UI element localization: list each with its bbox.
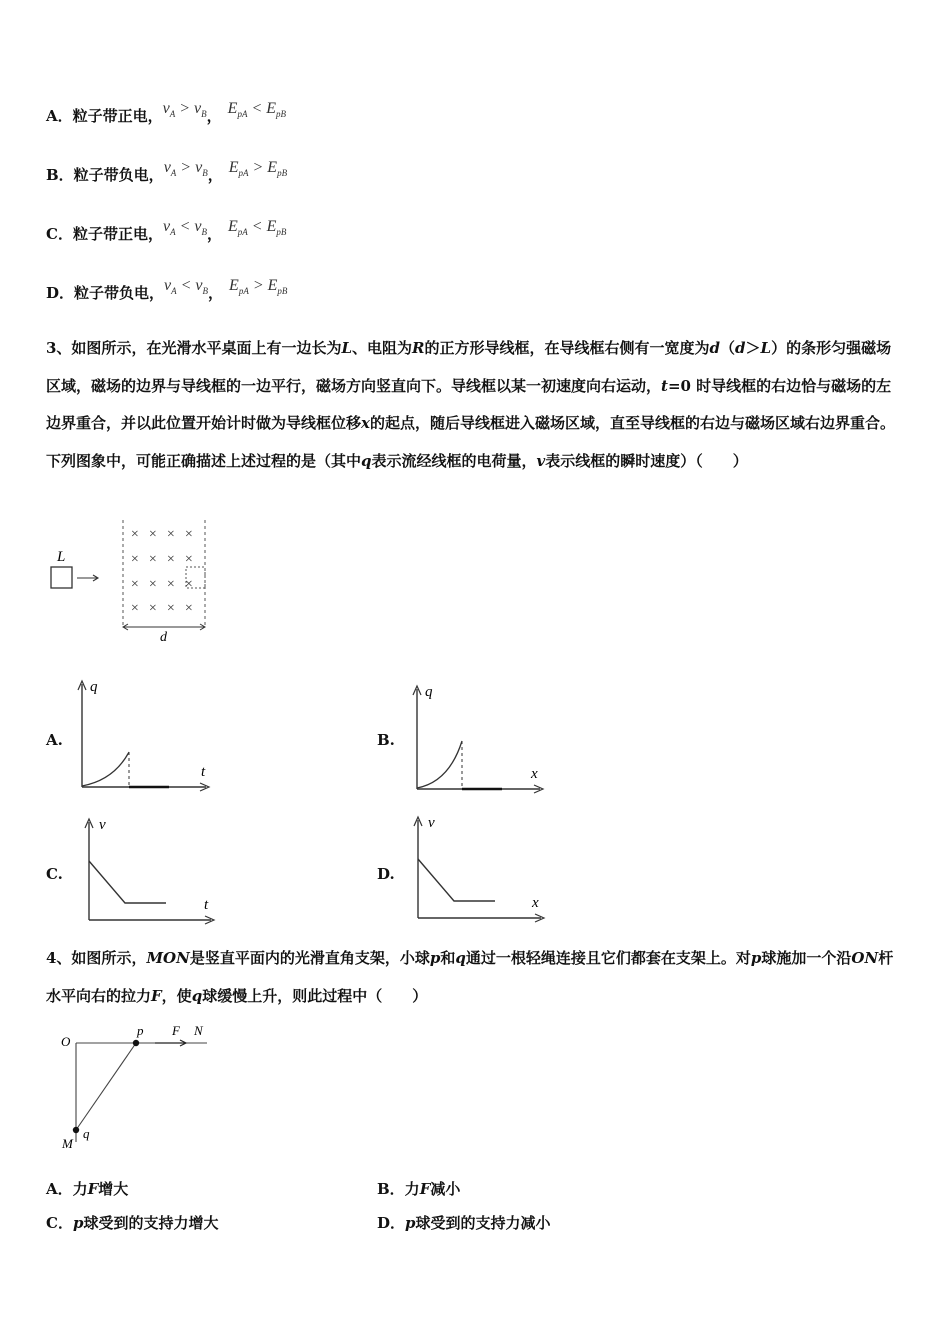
q2-option-b-energy: $E_{pA} > E_{pB}$: [228, 159, 288, 179]
field-cross: ×: [130, 527, 140, 542]
q4-label-o: O: [61, 1034, 71, 1049]
field-cross: ×: [166, 552, 176, 567]
field-cross: ×: [166, 601, 176, 616]
q2-option-a-sep: ，: [206, 107, 222, 125]
field-cross: ×: [148, 552, 158, 567]
q2-option-c[interactable]: [46, 218, 287, 245]
q3-option-b-label[interactable]: B.: [377, 731, 395, 749]
field-cross: ×: [166, 577, 176, 592]
q2-option-b[interactable]: [46, 159, 288, 186]
q3-graph-d-y-label: v: [428, 815, 435, 831]
q3-graph-b-y-label: q: [425, 684, 433, 700]
q3-graph-a-y-label: q: [90, 679, 98, 695]
q2-option-c-energy: $E_{pA} < E_{pB}$: [227, 218, 287, 238]
q4-ball-p: [133, 1040, 139, 1046]
q2-option-b-label: B．粒子带负电，: [46, 166, 164, 184]
q3-graph-a-x-label: t: [201, 764, 206, 780]
q2-option-a[interactable]: [46, 100, 287, 127]
q4-label-p: p: [137, 1023, 144, 1038]
q3-graph-b-x-label: x: [531, 766, 538, 782]
q4-ball-q: [73, 1127, 79, 1133]
field-cross: ×: [148, 577, 158, 592]
q2-option-d-sep: ，: [208, 284, 224, 302]
q3-graph-a[interactable]: [74, 672, 219, 794]
q2-option-d-velocity: $v_A < v_B$: [164, 277, 209, 297]
q3-graph-d-line: [418, 859, 495, 901]
q2-option-d[interactable]: [46, 277, 288, 304]
q4-option-a[interactable]: A．力F增大: [46, 1180, 129, 1198]
q2-option-b-velocity: $v_A > v_B$: [163, 159, 208, 179]
q4-bracket-figure: [55, 1020, 215, 1155]
q2-option-a-label: A．粒子带正电，: [46, 107, 163, 125]
field-cross: ×: [166, 527, 176, 542]
q3-graph-c-line: [89, 861, 166, 903]
field-cross: ×: [130, 601, 140, 616]
q2-option-c-sep: ，: [206, 225, 222, 243]
field-cross: ×: [184, 527, 194, 542]
q2-option-a-velocity: $v_A > v_B$: [162, 100, 207, 120]
q3-graph-b[interactable]: [406, 677, 551, 799]
q3-graph-a-curve: [82, 752, 129, 786]
q2-option-c-velocity: $v_A < v_B$: [162, 218, 207, 238]
q3-stem: 3、如图所示，在光滑水平桌面上有一边长为L、电阻为R的正方形导线框，在导线框右侧有一宽度为d（d＞L）的条形匀强磁场区域，磁场的边界与导线框的一边平行，磁场方向竖直向下。导线框以某一初速度向右运动，t=0 时导线框的右边恰与磁场的左边界重合，并以此位置开始计时做为导线框位移x的起点，随后导线框进入磁场区域，直至导线框的右边与磁场区域右边界重合。下列图象中，可能正确描述上述过程的是（其中q表示流经线框的电荷量，v表示线框的瞬时速度）（ ）: [46, 339, 895, 470]
q3-graph-d-x-label: x: [532, 895, 539, 911]
field-cross: ×: [184, 552, 194, 567]
field-cross: ×: [148, 527, 158, 542]
field-cross: ×: [184, 577, 194, 592]
q4-option-c[interactable]: C．p球受到的支持力增大: [46, 1214, 219, 1232]
q3-field-crosses: [130, 527, 193, 616]
q3-wire-loop: [51, 567, 72, 588]
q3-option-d-label[interactable]: D.: [377, 865, 395, 883]
q4-label-f: F: [172, 1023, 180, 1038]
field-cross: ×: [130, 577, 140, 592]
q3-square-label: L: [57, 549, 66, 565]
field-cross: ×: [148, 601, 158, 616]
q3-graph-d[interactable]: [408, 810, 553, 928]
q2-option-a-energy: $E_{pA} < E_{pB}$: [227, 100, 287, 120]
q2-option-d-label: D．粒子带负电，: [46, 284, 165, 302]
q3-graph-c-y-label: v: [99, 817, 106, 833]
q4-option-b[interactable]: B．力F减小: [377, 1180, 461, 1198]
q4-label-q: q: [83, 1126, 90, 1141]
q3-graph-c-x-label: t: [204, 897, 209, 913]
q3-field-figure: [40, 515, 230, 645]
q4-rope: [76, 1043, 136, 1130]
q4-option-d[interactable]: D．p球受到的支持力减小: [377, 1214, 551, 1232]
q4-stem: 4、如图所示，MON是竖直平面内的光滑直角支架，小球p和q通过一根轻绳连接且它们都套在支架上。对p球施加一个沿ON杆水平向右的拉力F，使q球缓慢上升，则此过程中（ ）: [46, 949, 894, 1005]
q3-graph-c[interactable]: [80, 812, 225, 930]
q4-label-n: N: [194, 1023, 203, 1038]
q4-label-m: M: [62, 1136, 73, 1151]
q2-option-c-label: C．粒子带正电，: [46, 225, 163, 243]
q3-width-label: d: [160, 630, 167, 645]
q3-option-a-label[interactable]: A.: [46, 731, 63, 749]
q3-graph-b-curve: [417, 741, 462, 788]
q2-option-b-sep: ，: [207, 166, 223, 184]
field-cross: ×: [184, 601, 194, 616]
field-cross: ×: [130, 552, 140, 567]
q2-option-d-energy: $E_{pA} > E_{pB}$: [229, 277, 288, 297]
q3-option-c-label[interactable]: C.: [46, 865, 63, 883]
